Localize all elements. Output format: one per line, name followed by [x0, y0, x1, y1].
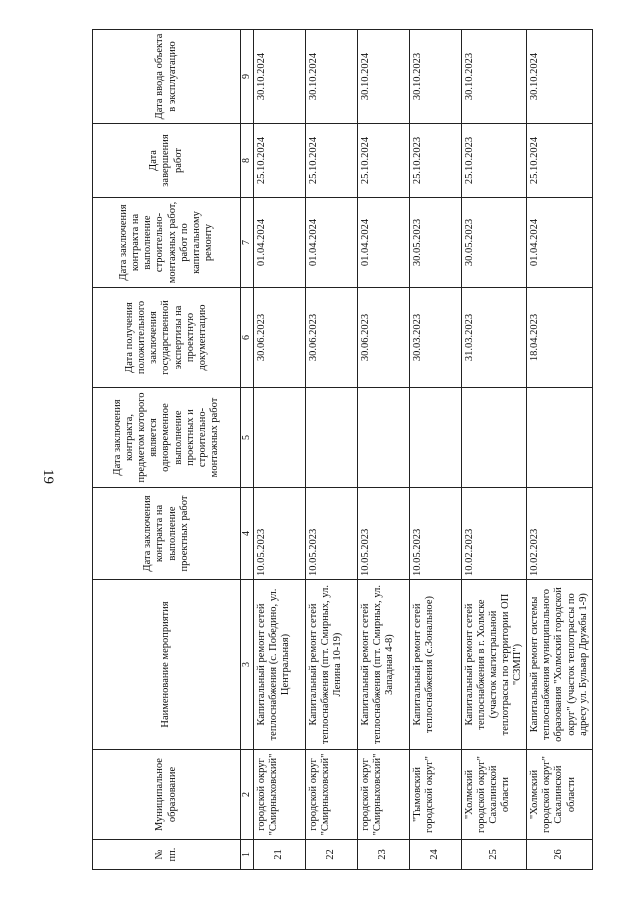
date-cell: 10.05.2023	[358, 488, 410, 580]
date-cell: 30.06.2023	[254, 288, 306, 388]
col-number: 8	[241, 124, 254, 198]
date-cell: 30.06.2023	[306, 288, 358, 388]
row-number: 23	[358, 840, 410, 870]
header-event-name: Наименование мероприятия	[93, 580, 241, 750]
date-cell: 30.10.2023	[462, 30, 527, 124]
row-number: 25	[462, 840, 527, 870]
col-number: 6	[241, 288, 254, 388]
date-cell: 10.02.2023	[527, 488, 592, 580]
municipality-cell: "Тымовский городской округ"	[410, 750, 462, 840]
header-completion-date: Дата завершения работ	[93, 124, 241, 198]
column-number-row	[241, 30, 254, 870]
municipality-cell: "Холмский городской округ" Сахалинской области	[527, 750, 592, 840]
municipality-cell: городской округ "Смирныховский"	[306, 750, 358, 840]
date-cell: 25.10.2023	[410, 124, 462, 198]
date-cell	[358, 388, 410, 488]
header-municipality: Муниципальное образование	[93, 750, 241, 840]
event-name-cell: Капитальный ремонт сетей теплоснабжения (пгт. Смирных, ул. Ленина 10-19)	[306, 580, 358, 750]
header-num: № пп.	[93, 840, 241, 870]
header-design-contract-date: Дата заключения контракта на выполнение проектных работ	[93, 488, 241, 580]
date-cell: 10.05.2023	[254, 488, 306, 580]
date-cell: 25.10.2023	[462, 124, 527, 198]
date-cell: 10.05.2023	[306, 488, 358, 580]
date-cell: 30.10.2024	[306, 30, 358, 124]
date-cell	[254, 388, 306, 488]
date-cell: 01.04.2024	[358, 198, 410, 288]
header-combined-contract-date: Дата заключения контракта, предметом которого является одновременное выполнение проектных и строительно-монтажных работ	[93, 388, 241, 488]
event-name-cell: Капитальный ремонт сетей теплоснабжения (с. Победино, ул. Центральная)	[254, 580, 306, 750]
date-cell: 30.05.2023	[410, 198, 462, 288]
date-cell	[527, 388, 592, 488]
date-cell: 30.10.2023	[410, 30, 462, 124]
date-cell: 01.04.2024	[254, 198, 306, 288]
row-number: 24	[410, 840, 462, 870]
date-cell: 01.04.2024	[527, 198, 592, 288]
row-number: 26	[527, 840, 592, 870]
municipality-cell: городской округ "Смирныховский"	[254, 750, 306, 840]
col-number: 9	[241, 30, 254, 124]
date-cell: 25.10.2024	[358, 124, 410, 198]
header-expertise-date: Дата получения положительного заключения государственной экспертизы на проектную документацию	[93, 288, 241, 388]
table-row	[358, 30, 410, 870]
date-cell: 01.04.2024	[306, 198, 358, 288]
date-cell: 10.02.2023	[462, 488, 527, 580]
header-construction-contract-date: Дата заключения контракта на выполнение строительно-монтажных работ, работ по капитальному ремонту	[93, 198, 241, 288]
col-number: 1	[241, 840, 254, 870]
date-cell: 30.10.2024	[358, 30, 410, 124]
date-cell	[306, 388, 358, 488]
date-cell	[462, 388, 527, 488]
date-cell: 25.10.2024	[254, 124, 306, 198]
date-cell: 18.04.2023	[527, 288, 592, 388]
date-cell: 30.10.2024	[254, 30, 306, 124]
date-cell: 30.10.2024	[527, 30, 592, 124]
table-row	[410, 30, 462, 870]
col-number: 4	[241, 488, 254, 580]
schedule-table	[92, 29, 593, 870]
date-cell	[410, 388, 462, 488]
row-number: 21	[254, 840, 306, 870]
event-name-cell: Капитальный ремонт сетей теплоснабжения (с.Зональное)	[410, 580, 462, 750]
municipality-cell: городской округ "Смирныховский"	[358, 750, 410, 840]
col-number: 5	[241, 388, 254, 488]
date-cell: 25.10.2024	[527, 124, 592, 198]
col-number: 2	[241, 750, 254, 840]
date-cell: 25.10.2024	[306, 124, 358, 198]
col-number: 3	[241, 580, 254, 750]
event-name-cell: Капитальный ремонт сетей теплоснабжения (пгт. Смирных, ул. Западная 4-8)	[358, 580, 410, 750]
header-commissioning-date: Дата ввода объекта в эксплуатацию	[93, 30, 241, 124]
municipality-cell: "Холмский городской округ" Сахалинской области	[462, 750, 527, 840]
event-name-cell: Капитальный ремонт системы теплоснабжения муниципального образования "Холмский городской округ" (участок теплотрассы по адресу ул. Бульвар Дружбы 1-9)	[527, 580, 592, 750]
page-number: 19	[40, 469, 56, 484]
table-row	[462, 30, 527, 870]
date-cell: 30.03.2023	[410, 288, 462, 388]
row-number: 22	[306, 840, 358, 870]
rotated-table-wrapper	[92, 30, 612, 870]
col-number: 7	[241, 198, 254, 288]
date-cell: 30.05.2023	[462, 198, 527, 288]
date-cell: 30.06.2023	[358, 288, 410, 388]
date-cell: 31.03.2023	[462, 288, 527, 388]
header-row	[93, 30, 241, 870]
table-row	[306, 30, 358, 870]
table-row	[527, 30, 592, 870]
event-name-cell: Капитальный ремонт сетей теплоснабжения в г. Холмске (участок магистральной теплотрассы по территории ОП "СЗМП")	[462, 580, 527, 750]
table-row	[254, 30, 306, 870]
date-cell: 10.05.2023	[410, 488, 462, 580]
